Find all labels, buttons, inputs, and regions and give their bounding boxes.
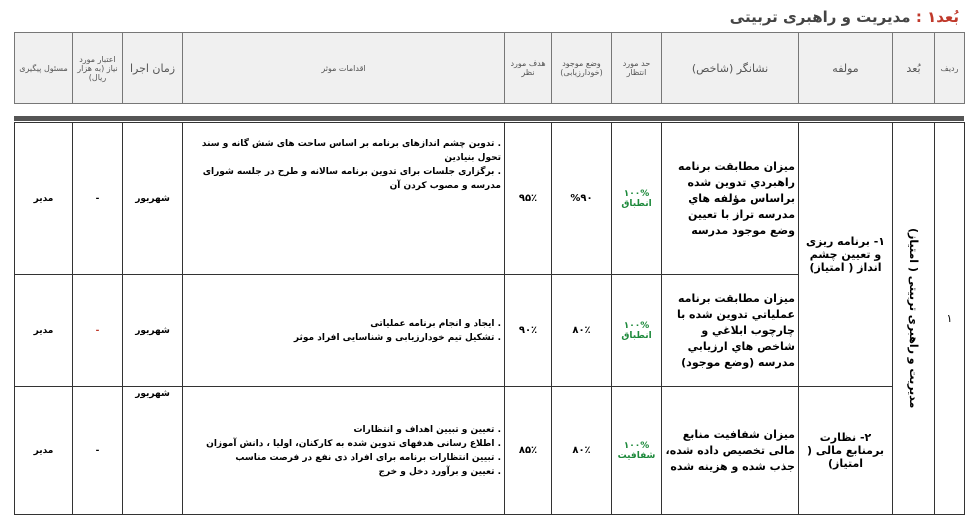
- cell-radif: ۱: [935, 123, 965, 515]
- header-neshangar: نشانگر (شاخص): [662, 33, 799, 104]
- action-item: . ایجاد و انجام برنامه عملیاتی: [370, 318, 501, 329]
- cell-masool-1: مدیر: [15, 123, 73, 275]
- cell-etebar-3: -: [73, 387, 123, 515]
- action-item: . تعیین و تبیین اهداف و انتظارات: [353, 424, 501, 435]
- table-row: [15, 123, 965, 275]
- cell-masool-2: مدیر: [15, 275, 73, 387]
- cell-hadaf-3: ۸۵٪: [505, 387, 552, 515]
- cell-neshangar-1: میزان مطابقت برنامه راهبردي تدوین شده براساس مؤلفه هاي مدرسه تراز با تعیین وضع موجود مدرسه: [662, 123, 799, 275]
- action-item: . اطلاع رسانی هدفهای تدوین شده به کارکنان، اولیا ، دانش آموزان: [206, 438, 501, 449]
- header-etebar: اعتبار مورد نیاز (به هزار ریال): [73, 33, 123, 104]
- cell-vaziat-1: %۹۰: [552, 123, 612, 275]
- title-label: بُعد۱ :: [915, 8, 959, 26]
- table-row: [15, 387, 965, 515]
- cell-zaman-2: شهریور: [123, 275, 183, 387]
- cell-hadd-3: ۱۰۰% شفافیت: [612, 387, 662, 515]
- action-item: . تدوین چشم اندازهای برنامه بر اساس ساحت های شش گانه و سند تحول بنیادین: [201, 139, 501, 163]
- action-item: . تشکیل تیم خودارزیابی و شناسایی افراد موثر: [293, 332, 501, 343]
- cell-zaman-1: شهریور: [123, 123, 183, 275]
- cell-hadaf-1: ۹۵٪: [505, 123, 552, 275]
- cell-vaziat-3: ۸۰٪: [552, 387, 612, 515]
- cell-neshangar-2: میزان مطابقت برنامه عملیاتي تدوین شده با چارچوب ابلاغي و شاخص هاي ارزیابي مدرسه (وضع موجود): [662, 275, 799, 387]
- cell-hadd-2: ۱۰۰% انطباق: [612, 275, 662, 387]
- cell-moalefe-2: ۲- نظارت برمنابع مالی ( امتیاز): [799, 387, 893, 515]
- action-item: . تبیین انتظارات برنامه برای افراد ذی نفع در فرصت مناسب: [235, 452, 501, 463]
- body-table: [14, 122, 965, 515]
- header-eghdamat: اقدامات موثر: [183, 33, 505, 104]
- header-hadd: حد مورد انتظار: [612, 33, 662, 104]
- header-hadaf: هدف مورد نظر: [505, 33, 552, 104]
- header-masool: مسئول پیگیری: [15, 33, 73, 104]
- header-zaman: زمان اجرا: [123, 33, 183, 104]
- separator-strip: [14, 116, 964, 121]
- cell-etebar-1: -: [73, 123, 123, 275]
- header-bod: بُعد: [893, 33, 935, 104]
- title-text: مدیریت و راهبری تربیتی: [729, 8, 911, 26]
- action-item: . تعیین و برآورد دخل و خرج: [378, 466, 501, 477]
- cell-moalefe-1: ۱- برنامه ریزی و تعیین چشم انداز ( امتیاز): [799, 123, 893, 387]
- cell-zaman-3: شهریور: [123, 387, 183, 515]
- cell-hadaf-2: ۹۰٪: [505, 275, 552, 387]
- cell-bod: [893, 123, 935, 515]
- cell-actions-3: [183, 387, 505, 515]
- cell-hadd-1: ۱۰۰% انطباق: [612, 123, 662, 275]
- bod-text: مدیریت و راهبری تربیتی ( امتیاز): [907, 228, 920, 409]
- cell-masool-3: مدیر: [15, 387, 73, 515]
- action-item: . برگزاری جلسات برای تدوین برنامه سالانه و طرح در جلسه شورای مدرسه و مصوب کردن آن: [202, 167, 501, 191]
- cell-actions-2: [183, 275, 505, 387]
- cell-actions-1: [183, 123, 505, 275]
- header-table: [14, 32, 965, 104]
- header-moalefe: مولفه: [799, 33, 893, 104]
- header-radif: ردیف: [935, 33, 965, 104]
- page-title: [730, 8, 959, 26]
- cell-etebar-2: -: [73, 275, 123, 387]
- header-vaziat: وضع موجود (خودارزیابی): [552, 33, 612, 104]
- cell-neshangar-3: میزان شفافیت منابع مالی تخصیص داده شده، جذب شده و هزینه شده: [662, 387, 799, 515]
- cell-vaziat-2: ۸۰٪: [552, 275, 612, 387]
